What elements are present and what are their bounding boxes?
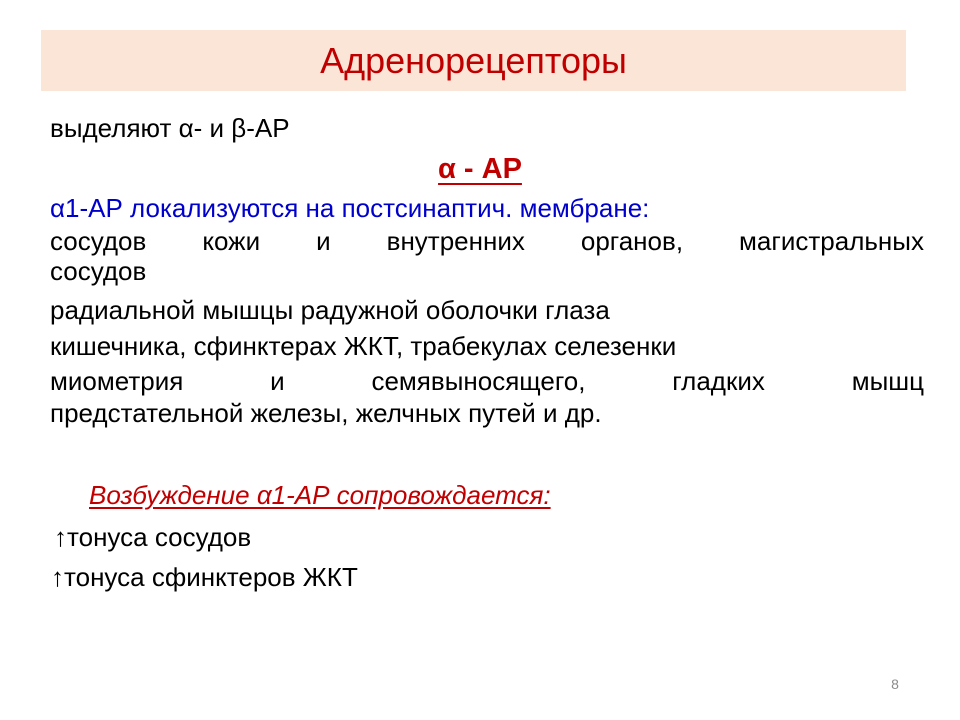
alpha-heading — [0, 154, 960, 184]
myometrium-line-1 — [50, 366, 924, 396]
iris-text: радиальной мышцы радужной оболочки глаза — [50, 295, 610, 325]
word: сосудов — [50, 226, 147, 256]
alpha1-location-text: α1-АР локализуются на постсинаптич. мембране: — [50, 193, 650, 223]
word: мышц — [851, 366, 924, 396]
word: кожи — [202, 226, 261, 256]
effects-heading — [89, 480, 551, 510]
vessels-line-1 — [50, 226, 924, 256]
word: внутренних — [386, 226, 525, 256]
word: магистральных — [739, 226, 924, 256]
word: органов, — [580, 226, 684, 256]
intro-text: выделяют α- и β-АР — [50, 113, 290, 143]
word: миометрия — [50, 366, 184, 396]
word: семявыносящего, — [371, 366, 586, 396]
alpha-heading-text: α - АР — [438, 153, 522, 185]
effect-item: ↑тонуса сфинктеров ЖКТ — [51, 562, 358, 592]
effects-heading-text: Возбуждение α1-АР сопровождается: — [89, 480, 551, 510]
word: гладких — [672, 366, 765, 396]
page-number: 8 — [891, 676, 899, 692]
word: и — [270, 366, 285, 396]
effect-item: ↑тонуса сосудов — [54, 522, 252, 552]
vessels-line-2: сосудов — [50, 256, 147, 286]
slide-title: Адренорецепторы — [320, 40, 627, 81]
gut-text: кишечника, сфинктерах ЖКТ, трабекулах селезенки — [50, 331, 677, 361]
myometrium-line-2: предстательной железы, желчных путей и др. — [50, 398, 602, 428]
word: и — [316, 226, 331, 256]
